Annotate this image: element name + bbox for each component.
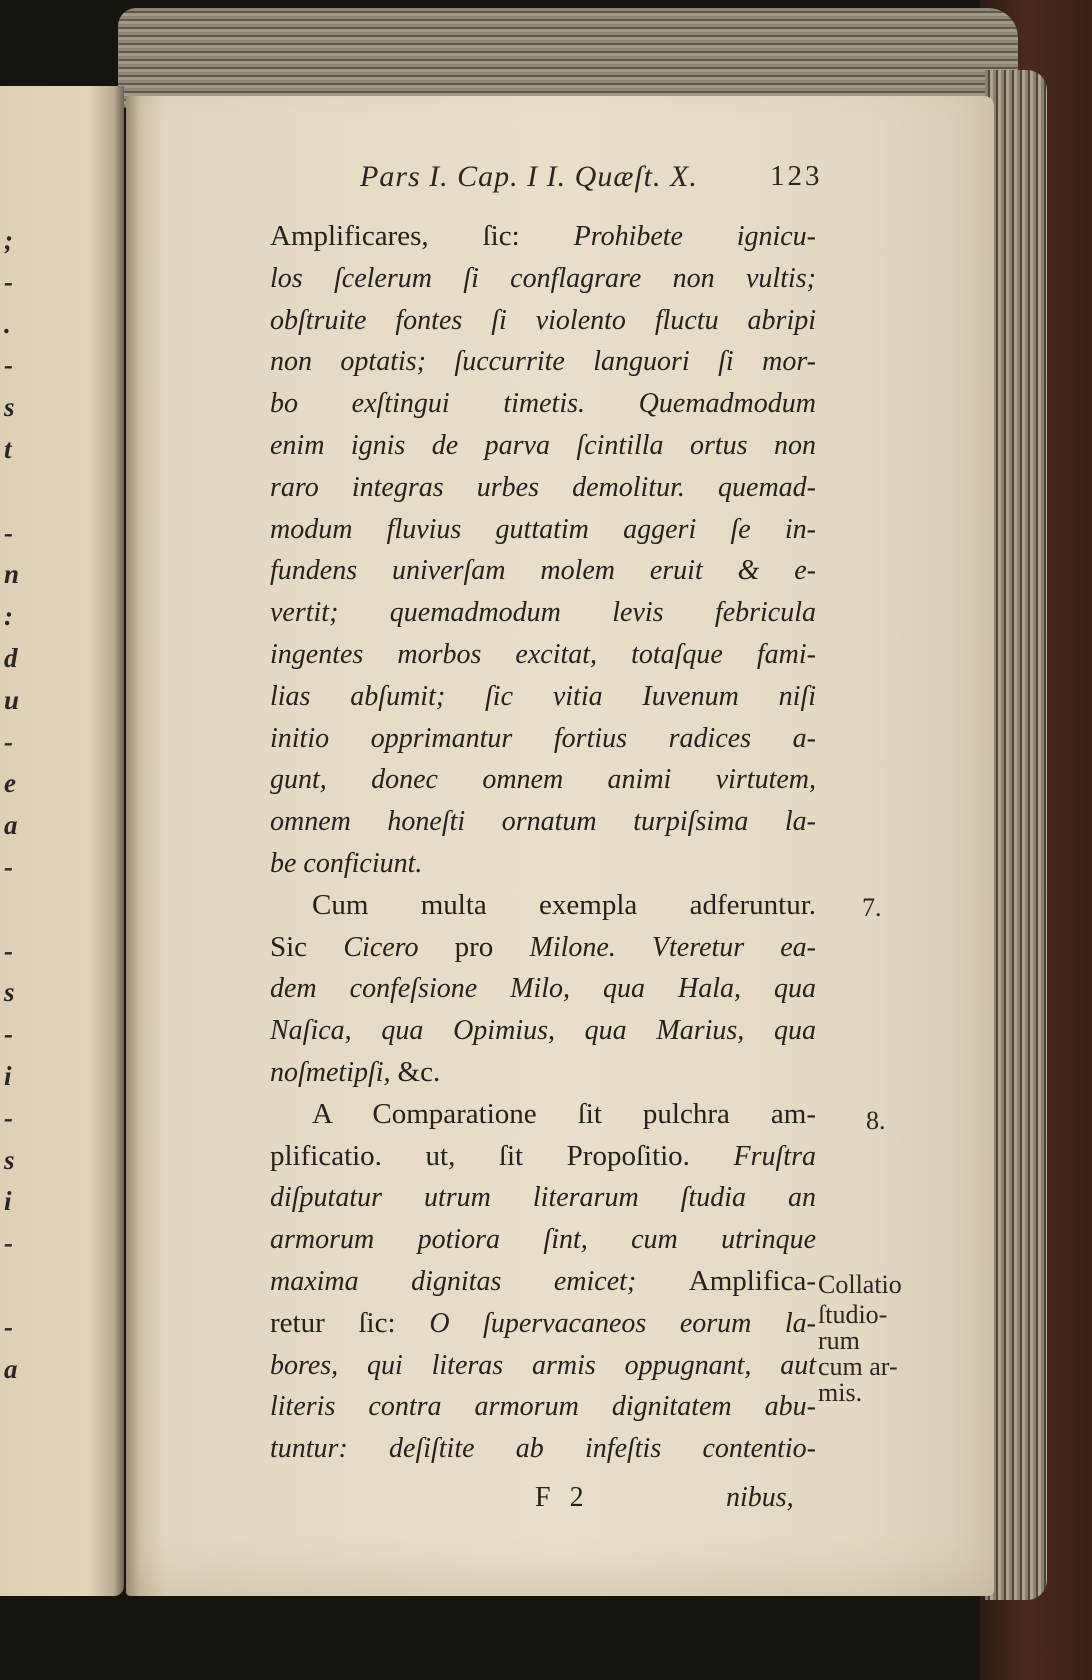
- left-page-fragment: i: [4, 1186, 12, 1217]
- italic-text: lias abſumit; ſic vitia Iuvenum niſi: [270, 680, 816, 712]
- margin-note-collatio: [818, 1270, 902, 1408]
- text-line: [270, 759, 816, 801]
- left-page-fragment: t: [4, 434, 12, 464]
- italic-text: bo exſtingui timetis. Quemadmodum: [270, 388, 816, 420]
- text-line: [270, 425, 816, 467]
- text-line: [270, 1345, 816, 1387]
- italic-text: Cicero: [343, 931, 455, 963]
- text-line: [270, 885, 816, 927]
- italic-text: Fruſtra: [733, 1140, 816, 1172]
- text-line: [270, 1177, 816, 1219]
- italic-text: enim ignis de parva ſcintilla ortus non: [270, 429, 816, 461]
- left-page: [0, 86, 124, 1596]
- text-line: [270, 1303, 816, 1345]
- roman-text: pro: [454, 930, 530, 963]
- left-page-fragment: i: [4, 1061, 12, 1091]
- text-line: [270, 592, 816, 634]
- left-page-fragment: [4, 471, 24, 513]
- running-header: Pars I. Cap. I I. Quæſt. X.: [360, 160, 698, 193]
- text-line: [270, 1428, 816, 1470]
- page-block-top-edge: [118, 8, 1018, 108]
- left-page-fragment: n: [4, 559, 20, 590]
- text-line: [270, 1386, 816, 1428]
- italic-text: Naſica, qua Opimius, qua Marius, qua: [270, 1015, 816, 1047]
- italic-text: raro integras urbes demolitur. quemad-: [270, 471, 816, 503]
- text-line: [270, 1261, 816, 1303]
- left-page-fragment: -: [4, 517, 13, 548]
- left-page-fragment: -: [4, 1228, 13, 1259]
- italic-text: bores, qui literas armis oppugnant, aut: [270, 1349, 816, 1381]
- left-page-fragment: a: [4, 1353, 18, 1384]
- left-page-fragment: [4, 1265, 24, 1307]
- left-page-fragment: s: [4, 1144, 15, 1175]
- signature-mark: F 2: [535, 1482, 590, 1513]
- left-page-fragment: -: [4, 350, 13, 381]
- text-line: [270, 1136, 816, 1178]
- italic-text: armorum potiora ſint, cum utrinque: [270, 1224, 816, 1256]
- margin-note-7: 7.: [862, 893, 882, 922]
- left-page-fragment: a: [4, 810, 18, 841]
- text-line: [270, 1094, 816, 1136]
- roman-text: plificatio. ut, ſit Propoſitio.: [270, 1139, 734, 1172]
- text-line: [270, 216, 816, 258]
- italic-text: be conficiunt.: [270, 847, 423, 879]
- italic-text: maxima dignitas emicet;: [270, 1265, 689, 1297]
- left-page-fragment: :: [4, 601, 13, 632]
- text-line: [270, 843, 816, 885]
- roman-text: Amplifica-: [688, 1264, 816, 1297]
- left-page-fragment: -: [4, 726, 13, 757]
- text-line: [270, 550, 816, 592]
- italic-text: literis contra armorum dignitatem abu-: [270, 1391, 816, 1423]
- italic-text: vertit; quemadmodum levis febricula: [270, 597, 816, 629]
- left-page-fragment: -: [4, 935, 13, 966]
- text-line: [270, 801, 816, 843]
- roman-text: A Comparatione ſit pulchra am-: [312, 1097, 816, 1130]
- italic-text: ingentes morbos excitat, totaſque fami-: [270, 638, 816, 670]
- left-page-fragment: -: [4, 852, 13, 882]
- left-page-fragment: s: [4, 392, 15, 423]
- margin-note-line: mis.: [818, 1378, 863, 1407]
- italic-text: modum fluvius guttatim aggeri ſe in-: [270, 513, 816, 545]
- margin-note-8: 8.: [866, 1106, 886, 1135]
- text-line: [270, 1052, 816, 1094]
- left-page-fragment: d: [4, 643, 18, 673]
- italic-text: omnem honeſti ornatum turpiſsima la-: [270, 806, 816, 838]
- left-page-fragment: [4, 889, 24, 931]
- text-line: [270, 676, 816, 718]
- margin-note-line: cum ar-: [818, 1352, 898, 1381]
- italic-text: non optatis; ſuccurrite languori ſi mor-: [270, 346, 816, 378]
- left-page-fragment: -: [4, 1102, 13, 1133]
- catchword: nibus,: [726, 1482, 794, 1513]
- text-line: [270, 927, 816, 969]
- left-page-fragment: -: [4, 266, 13, 297]
- text-line: [270, 383, 816, 425]
- italic-text: dem confeſsione Milo, qua Hala, qua: [270, 973, 816, 1005]
- roman-text: retur ſic:: [270, 1306, 430, 1339]
- margin-note-line: Collatio: [818, 1270, 902, 1299]
- margin-note-line: ſtudio-: [818, 1300, 888, 1329]
- text-line: [270, 968, 816, 1010]
- italic-text: fundens univerſam molem eruit & e-: [270, 555, 816, 587]
- text-line: [270, 509, 816, 551]
- page-block-fore-edge: [985, 70, 1047, 1600]
- left-page-fragment: .: [4, 308, 11, 339]
- text-line: [270, 634, 816, 676]
- page-number: 123: [770, 160, 823, 192]
- italic-text: Prohibete ignicu-: [573, 221, 817, 252]
- text-line: [270, 467, 816, 509]
- left-page-fragment: -: [4, 1019, 13, 1050]
- left-page-fragment: s: [4, 977, 15, 1008]
- text-line: [270, 1010, 816, 1052]
- italic-text: Milone. Vteretur ea-: [529, 931, 816, 963]
- italic-text: initio opprimantur fortius radices a-: [270, 722, 816, 754]
- text-line: [270, 718, 816, 760]
- left-page-fragment: -: [4, 1311, 13, 1342]
- italic-text: los ſcelerum ſi conflagrare non vultis;: [270, 262, 816, 294]
- italic-text: noſmetipſi,: [270, 1056, 398, 1088]
- margin-note-line: rum: [818, 1326, 860, 1355]
- italic-text: diſputatur utrum literarum ſtudia an: [270, 1182, 816, 1214]
- roman-text: &c.: [397, 1055, 441, 1088]
- italic-text: gunt, donec omnem animi virtutem,: [270, 764, 816, 796]
- roman-text: Sic: [270, 930, 344, 963]
- body-text: [270, 216, 816, 1470]
- text-line: [270, 300, 816, 342]
- roman-text: Cum multa exempla adferuntur.: [312, 888, 816, 921]
- left-page-fragment: ;: [4, 225, 13, 255]
- roman-text: Amplificares, ſic:: [270, 220, 574, 252]
- left-page-fragment: e: [4, 768, 16, 799]
- italic-text: O ſupervacaneos eorum la-: [429, 1307, 816, 1339]
- italic-text: tuntur: deſiſtite ab infeſtis contentio-: [270, 1433, 816, 1465]
- italic-text: obſtruite fontes ſi violento fluctu abripi: [270, 304, 816, 336]
- text-line: [270, 1219, 816, 1261]
- left-page-fragment: u: [4, 684, 20, 715]
- text-line: [270, 341, 816, 383]
- text-line: [270, 258, 816, 300]
